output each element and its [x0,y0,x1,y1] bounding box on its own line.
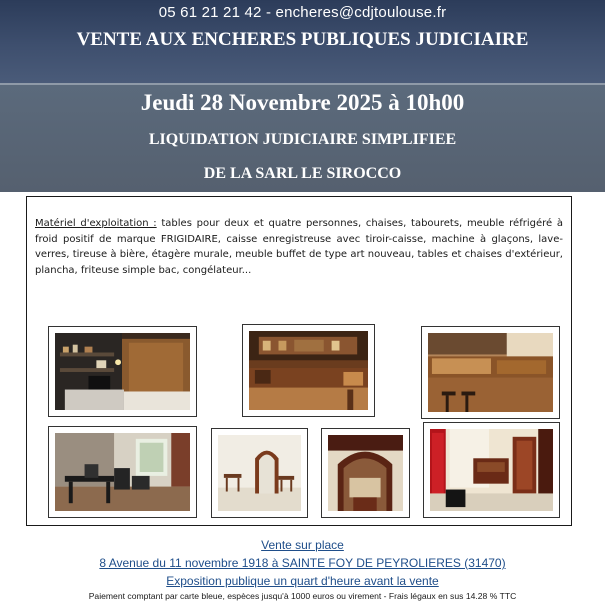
lot-description-box [26,196,572,526]
description-text: tables pour deux et quatre personnes, chaises, tabourets, meuble réfrigéré à froid positif de marque FRIGIDAIRE, caisse enregistreuse avec tiroir-caisse, machine à glaçons, lave-verres, tireuse à bière, étagère murale, meuble buffet de type art nouveau, tables et chaises d'extérieur, plancha, friteuse simple bac, congélateur... [35,218,563,276]
contact-info: 05 61 21 21 42 - encheres@cdjtoulouse.fr [158,4,447,21]
sale-date: Jeudi 28 Novembre 2025 à 10h00 [140,90,465,115]
exhibition-info: Exposition publique un quart d'heure avant la vente [166,574,439,588]
photo-red-door-room[interactable] [423,422,560,518]
description-label: Matériel d'exploitation : [35,218,157,229]
lot-description [35,216,563,278]
photo-dining-room[interactable] [48,426,197,518]
venue-address: 8 Avenue du 11 novembre 1918 à SAINTE FOY DE PEYROLIERES (31470) [99,556,506,570]
photo-bar-shelves[interactable] [48,326,197,417]
photo-bar-counter[interactable] [242,324,375,417]
venue-info: Vente sur place [261,538,344,552]
page-title: VENTE AUX ENCHERES PUBLIQUES JUDICIAIRE [76,29,529,50]
photo-art-nouveau-buffet[interactable] [321,428,410,518]
photo-arched-doorway[interactable] [211,428,308,518]
liquidation-type: LIQUIDATION JUDICIAIRE SIMPLIFIEE [148,131,457,148]
payment-terms: Paiement comptant par carte bleue, espèces jusqu'à 1000 euros ou virement - Frais légaux en sus 14.28 % TTC [88,591,517,601]
company-name: DE LA SARL LE SIROCCO [203,165,402,182]
photo-bar-stools[interactable] [421,326,560,419]
